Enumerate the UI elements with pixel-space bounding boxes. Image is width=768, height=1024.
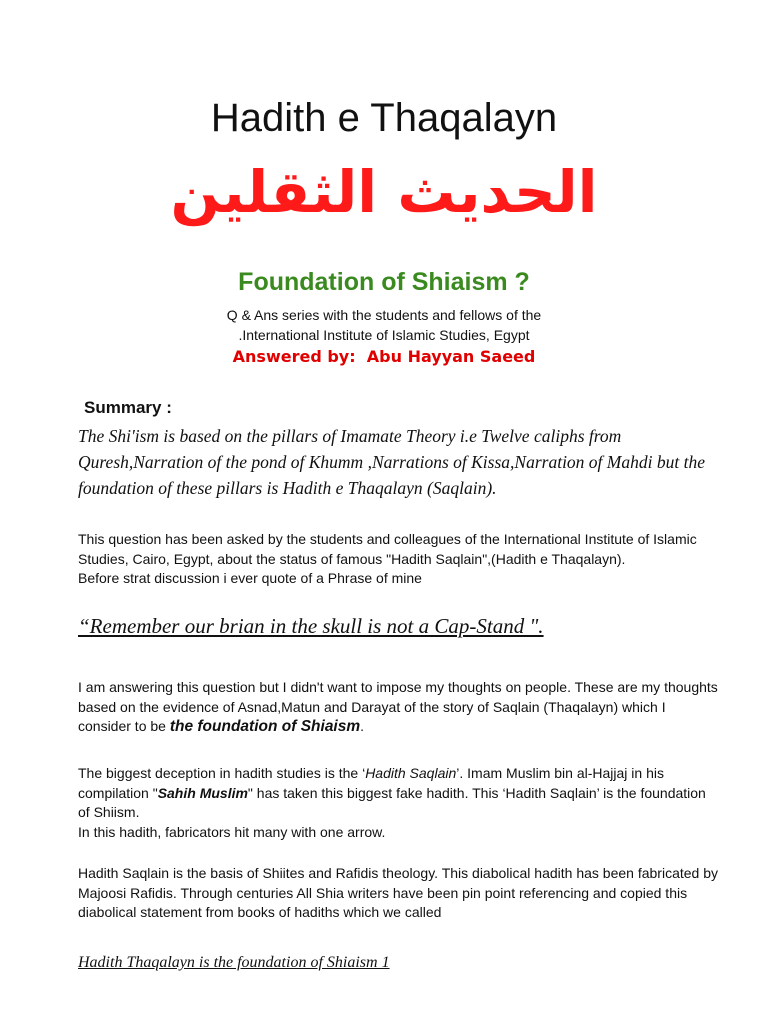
paragraph-answering — [78, 678, 718, 737]
paragraph-phrase-intro: Before strat discussion i ever quote of a Phrase of mine — [78, 570, 422, 586]
paragraph-question — [78, 530, 718, 589]
paragraph-deception-main — [78, 764, 718, 823]
paragraph-answering-end: . — [360, 718, 365, 734]
summary-heading: Summary : — [84, 398, 172, 417]
paragraph-arrow-line: In this hadith, fabricators hit many with one arrow. — [78, 823, 386, 840]
sahih-muslim-emphasis: Sahih Muslim — [157, 784, 248, 801]
qa-series-line-2: .International Institute of Islamic Studies, Egypt — [238, 327, 530, 343]
answered-by-name: Abu Hayyan Saeed — [366, 347, 536, 366]
deception-text-a: The biggest deception in hadith studies is the ‘ — [78, 765, 366, 781]
deception-text-b: ’. Imam Muslim bin al-Hajjaj in his compilation " — [78, 765, 664, 801]
qa-series-line-1: Q & Ans series with the students and fellows of the — [226, 307, 542, 323]
paragraph-answering-text: I am answering this question but I didn't want to impose my thoughts on people. These are my thoughts based on the evidence of Asnad,Matun and Darayat of the story of Saqlain (Thaqalayn) which I consider to be — [78, 679, 718, 734]
arabic-title: الحديث الثقلين — [170, 158, 598, 226]
paragraph-question-text: This question has been asked by the students and colleagues of the International Institute of Islamic Studies, Cairo, Egypt, about the status of famous "Hadith Saqlain",(Hadith e Thaqalayn). — [78, 531, 697, 567]
paragraph-basis: Hadith Saqlain is the basis of Shiites and Rafidis theology. This diabolical hadith has been fabricated by Majoosi Rafidis. Through centuries All Shia writers have been pin point referencing and copied this diabolical statement from books of hadiths which we called — [78, 865, 718, 920]
page-footer-heading: Hadith Thaqalayn is the foundation of Shiaism 1 — [78, 954, 390, 971]
answered-by — [0, 347, 768, 366]
foundation-emphasis: the foundation of Shiaism — [169, 718, 361, 735]
subtitle: Foundation of Shiaism ? — [238, 268, 530, 296]
paragraph-deception — [78, 764, 718, 842]
quote-phrase: “Remember our brian in the skull is not a Cap-Stand ". — [78, 614, 544, 638]
document-title: Hadith e Thaqalayn — [210, 96, 558, 140]
hadith-saqlain-italic: Hadith Saqlain — [365, 765, 457, 781]
summary-text: The Shi'ism is based on the pillars of Imamate Theory i.e Twelve caliphs from Quresh,Narration of the pond of Khumm ,Narrations of Kissa,Narration of Mahdi but the foundation of these pillars is Hadith e Thaqalayn (Saqlain). — [78, 426, 705, 498]
deception-text-c: " has taken this biggest fake hadith. This ‘Hadith Saqlain’ is the foundation of Shiism. — [78, 784, 706, 820]
answered-by-label: Answered by: — [232, 347, 356, 366]
